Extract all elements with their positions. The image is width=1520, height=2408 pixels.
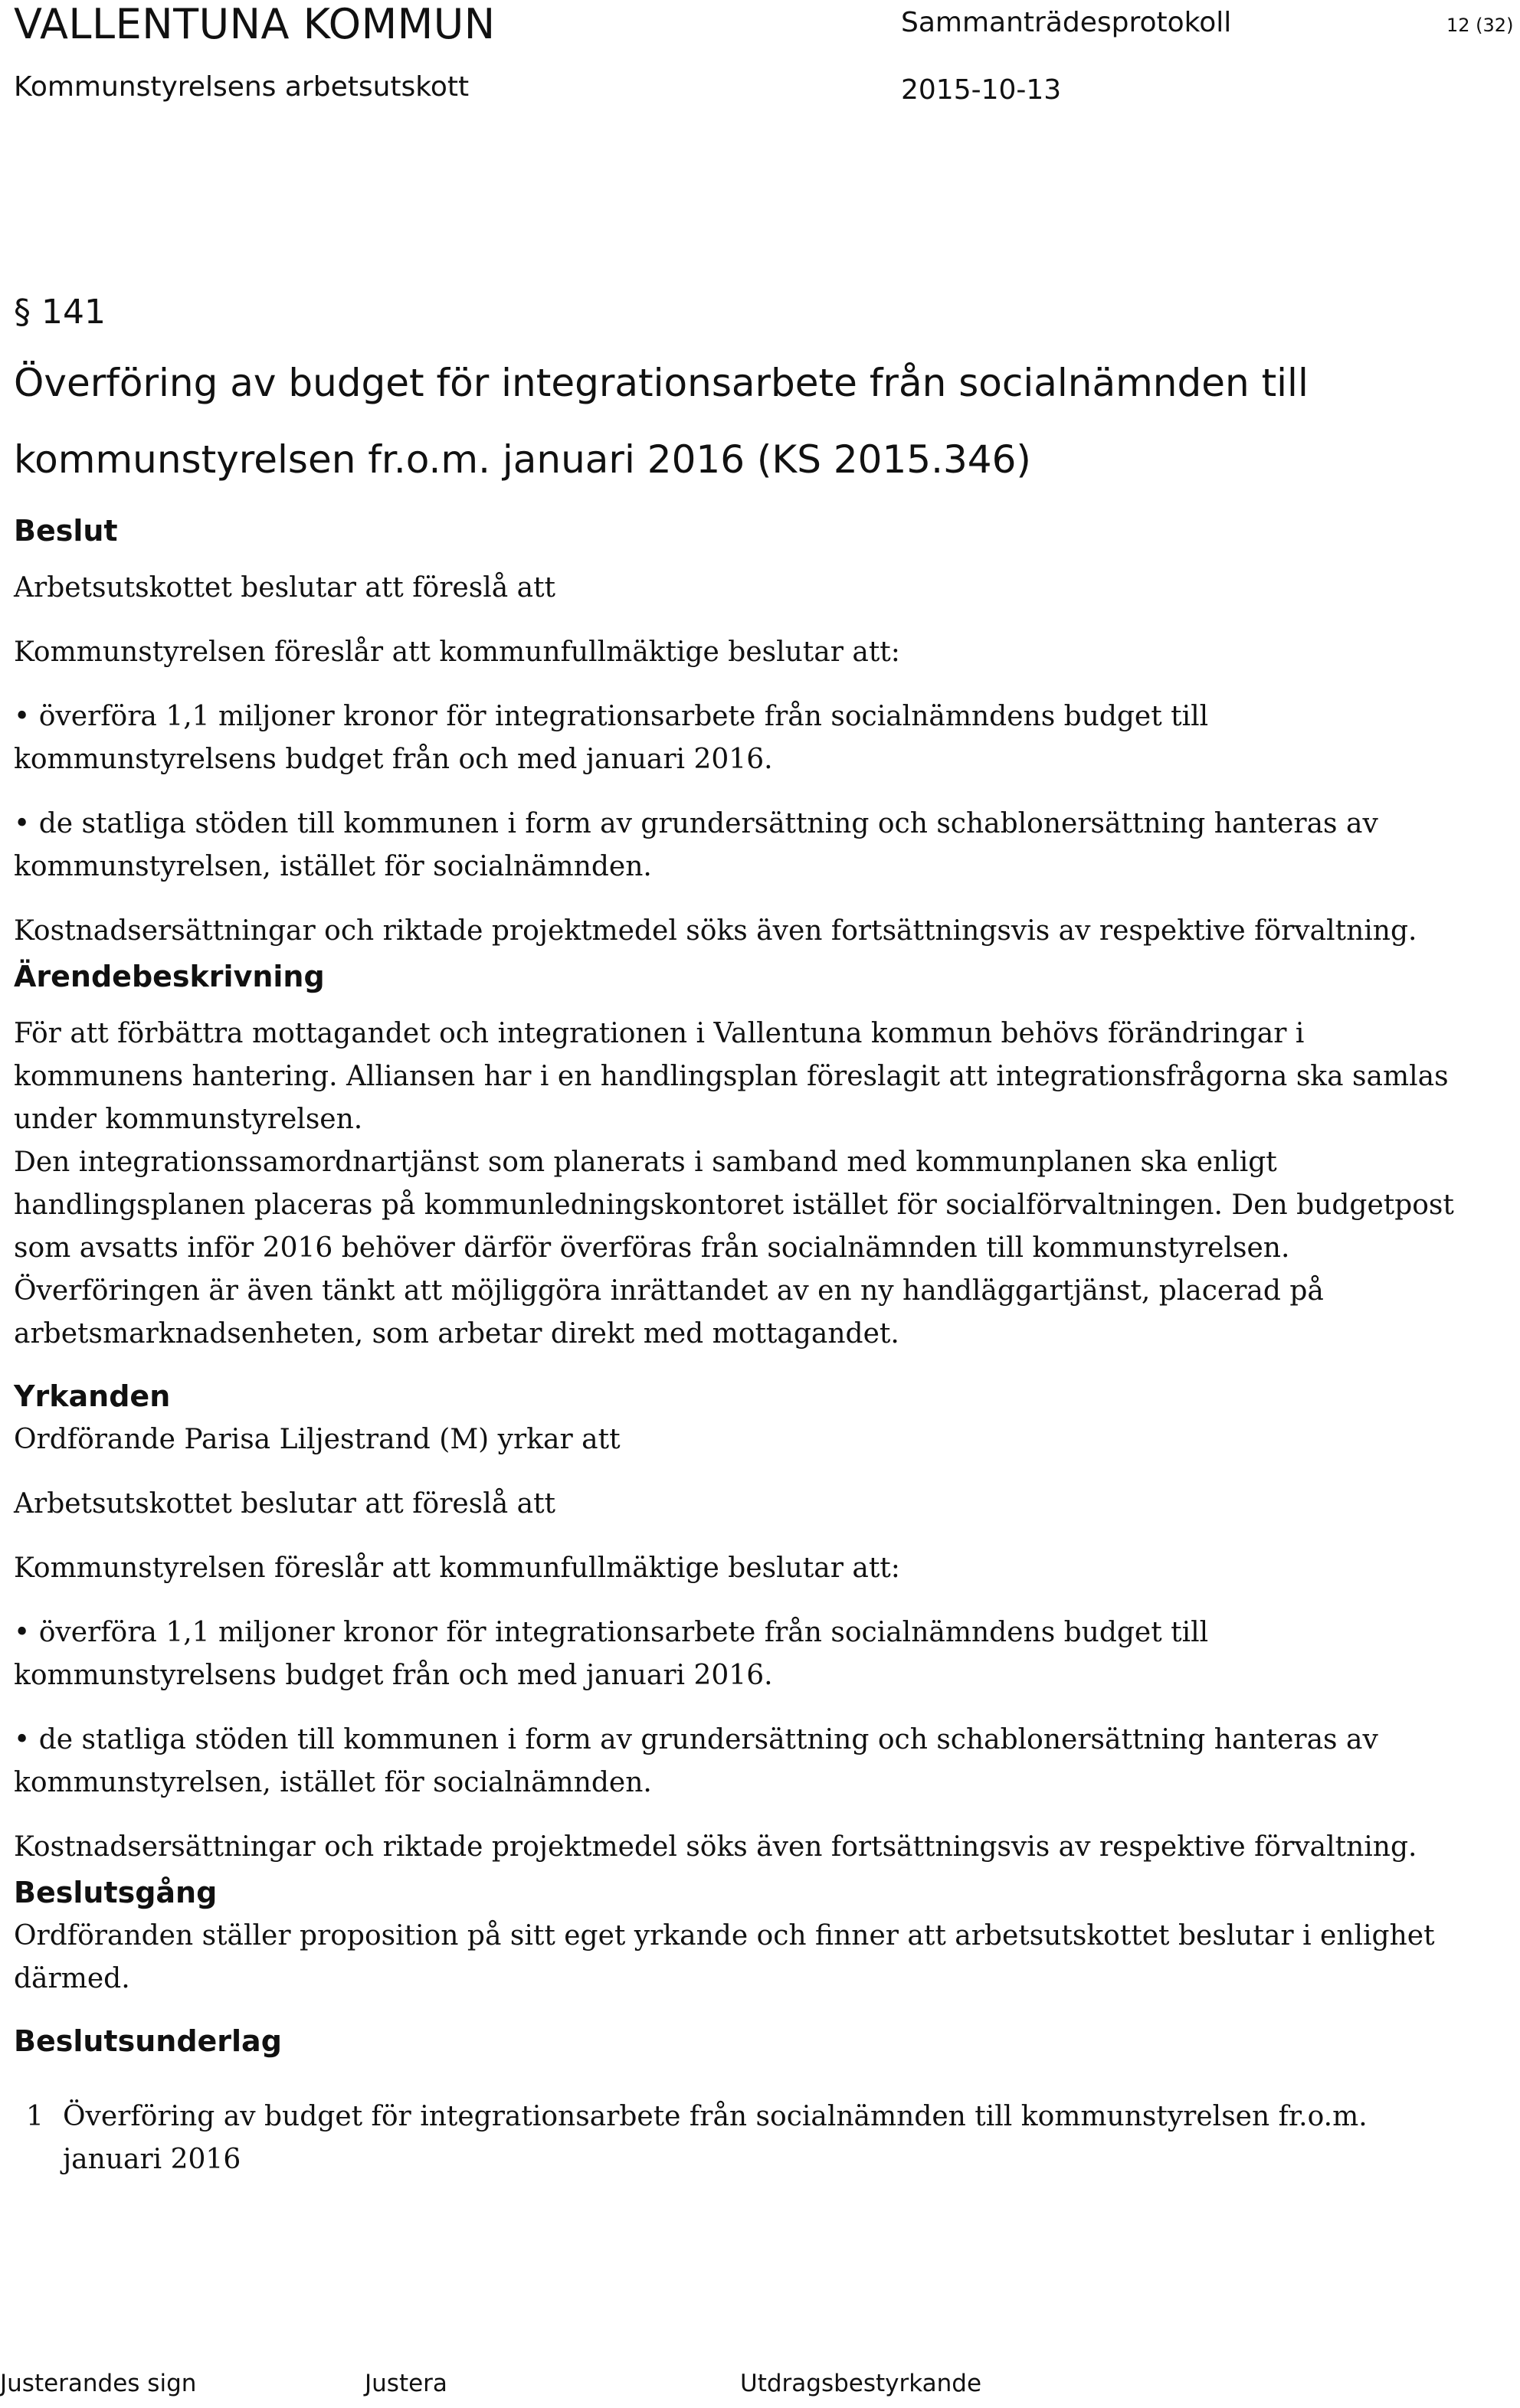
beslut-bullet: • de statliga stöden till kommunen i form av grundersättning och schablonersättning hanteras av kommunstyrelsen, istället för socialnämnden. [14, 803, 1469, 888]
yrkanden-heading: Yrkanden [14, 1379, 171, 1413]
committee-name: Kommunstyrelsens arbetsutskott [14, 71, 470, 103]
beslut-closing: Kostnadsersättningar och riktade projektmedel söks även fortsättningsvis av respektive förvaltning. [14, 915, 1417, 947]
yrkanden-closing: Kostnadsersättningar och riktade projektmedel söks även fortsättningsvis av respektive förvaltning. [14, 1831, 1417, 1863]
beslutsgang-text: Ordföranden ställer proposition på sitt eget yrkande och finner att arbetsutskottet beslutar i enlighet därmed. [14, 1920, 1435, 1994]
beslutsunderlag-item-number: 1 [26, 2101, 44, 2132]
beslut-proposal-intro: Kommunstyrelsen föreslår att kommunfullmäktige beslutar att: [14, 636, 900, 668]
footer-justera: Justera [365, 2370, 447, 2397]
page-number: 12 (32) [1446, 15, 1514, 36]
arendebeskrivning-paragraph: För att förbättra mottagandet och integrationen i Vallentuna kommun behövs förändringar i kommunens hantering. Alliansen har i en handlingsplan föreslagit att integrationsfrågorna ska samlas under kommunstyrelsen. [14, 1018, 1449, 1135]
section-title: Överföring av budget för integrationsarbete från socialnämnden till kommunstyrelsen fr.o.m. januari 2016 (KS 2015.346) [14, 361, 1309, 482]
yrkanden-proposal-intro: Kommunstyrelsen föreslår att kommunfullmäktige beslutar att: [14, 1552, 900, 1584]
arendebeskrivning-heading: Ärendebeskrivning [14, 960, 325, 993]
document-body [14, 512, 1469, 2181]
footer-justerandes-sign: Justerandes sign [0, 2370, 197, 2397]
beslutsunderlag-item [14, 2096, 1469, 2181]
section-number: § 141 [14, 293, 106, 332]
beslut-intro: Arbetsutskottet beslutar att föreslå att [14, 572, 556, 604]
footer-utdragsbestyrkande: Utdragsbestyrkande [740, 2370, 982, 2397]
arendebeskrivning-paragraph: Den integrationssamordnartjänst som planerats i samband med kommunplanen ska enligt handlingsplanen placeras på kommunledningskontoret istället för socialförvaltningen. Den budgetpost som avsatts inför 2016 behöver därför överföras från socialnämnden till kommunstyrelsen. [14, 1147, 1454, 1264]
beslutsunderlag-heading: Beslutsunderlag [14, 2024, 282, 2058]
yrkanden-line: Arbetsutskottet beslutar att föreslå att [14, 1488, 556, 1520]
yrkanden-bullet: • de statliga stöden till kommunen i form av grundersättning och schablonersättning hanteras av kommunstyrelsen, istället för socialnämnden. [14, 1719, 1469, 1804]
yrkanden-intro: Ordförande Parisa Liljestrand (M) yrkar att [14, 1424, 621, 1455]
arendebeskrivning-paragraph: Överföringen är även tänkt att möjliggöra inrättandet av en ny handläggartjänst, placerad på arbetsmarknadsenheten, som arbetar direkt med mottagandet. [14, 1275, 1324, 1350]
beslut-heading: Beslut [14, 514, 118, 548]
meeting-date: 2015-10-13 [901, 74, 1062, 106]
yrkanden-bullet: • överföra 1,1 miljoner kronor för integrationsarbete från socialnämndens budget till kommunstyrelsens budget från och med januari 2016. [14, 1611, 1469, 1697]
beslutsunderlag-item-text: Överföring av budget för integrationsarbete från socialnämnden till kommunstyrelsen fr.o.m. januari 2016 [63, 2101, 1368, 2175]
organization-name: VALLENTUNA KOMMUN [14, 0, 496, 48]
document-type: Sammanträdesprotokoll [901, 7, 1232, 38]
beslutsgang-heading: Beslutsgång [14, 1876, 218, 1909]
beslut-bullet: • överföra 1,1 miljoner kronor för integrationsarbete från socialnämndens budget till kommunstyrelsens budget från och med januari 2016. [14, 695, 1469, 781]
